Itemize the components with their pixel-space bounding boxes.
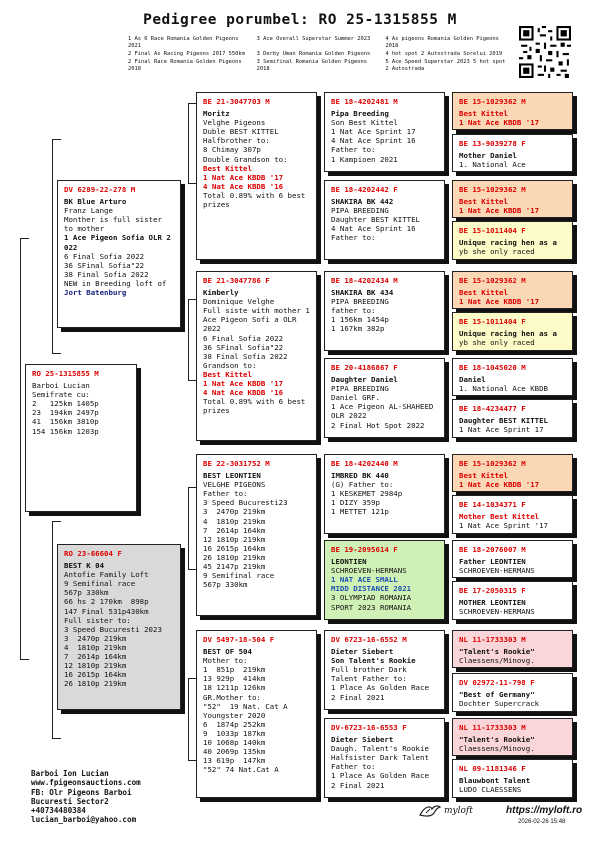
pigeon-info bbox=[459, 557, 566, 575]
qr-code-icon bbox=[519, 26, 571, 78]
pigeon-card-g3[interactable] bbox=[452, 180, 573, 218]
ring-number: DV 6289-22-278 M bbox=[64, 185, 136, 194]
info-line: 1 156km 1454p bbox=[331, 315, 389, 325]
info-line: "52" 19 Nat. Cat A bbox=[203, 701, 288, 711]
info-line: 38 Final Sofia 2022 bbox=[64, 269, 149, 279]
info-line: 1 167km 382p bbox=[331, 324, 385, 334]
info-line: 26 1810p 219km bbox=[64, 679, 127, 689]
logo-text: myloft bbox=[444, 806, 473, 816]
info-line: 1 KESKEMET 2984p bbox=[331, 489, 403, 499]
info-line: 3 2470p 219km bbox=[203, 507, 266, 517]
info-line: 1 NAT ACE SMALL bbox=[331, 575, 398, 585]
ring-number: BE 14-1034371 F bbox=[459, 500, 526, 509]
pigeon-card-g6[interactable] bbox=[452, 312, 573, 351]
info-line: Velghe Pigeons bbox=[203, 118, 266, 128]
pigeon-info bbox=[459, 512, 566, 530]
ring-number: BE 21-3047703 M bbox=[203, 97, 270, 106]
info-line: 1 Nat Ace KBDB '17 bbox=[459, 480, 540, 490]
info-line: 1 Kampioen 2021 bbox=[331, 154, 398, 164]
info-line: Full sister to: bbox=[64, 615, 131, 625]
note: 3 Ace Overall Superstar Summer 2023 bbox=[256, 36, 371, 42]
info-line: 1 Nat Ace KBDB '17 bbox=[459, 118, 540, 128]
info-line: (G) Father to: bbox=[331, 480, 394, 490]
info-line: Antofie Family Loft bbox=[64, 570, 149, 580]
info-line: LUDO CLAESSENS bbox=[459, 785, 522, 795]
pigeon-card-fmf[interactable] bbox=[324, 271, 445, 351]
pigeon-info bbox=[459, 238, 566, 256]
info-line: 4 Nat Ace Sprint 16 bbox=[331, 224, 416, 234]
owner-phone: +40734480384 bbox=[31, 806, 86, 816]
info-line: yb she only raced bbox=[459, 338, 535, 348]
info-line: Best Kittel bbox=[459, 471, 508, 481]
info-line: PIPA BREEDING bbox=[331, 206, 389, 216]
info-line: 26 1810p 219km bbox=[203, 552, 266, 562]
info-line: Father to: bbox=[203, 489, 248, 499]
info-line: Father to: bbox=[331, 233, 376, 243]
pigeon-card-ffm[interactable] bbox=[324, 180, 445, 260]
info-line: BEST OF 504 bbox=[203, 647, 252, 657]
info-line: SPORT 2023 ROMANIA bbox=[331, 602, 412, 612]
info-line: 18 1211p 126km bbox=[203, 683, 266, 693]
pigeon-info bbox=[331, 735, 438, 790]
info-line: 13 619p 147km bbox=[203, 756, 266, 766]
info-line: 36 SFinal Sofia"22 bbox=[64, 260, 145, 270]
info-line: 16 2615p 164km bbox=[203, 543, 266, 553]
info-line: 567p 330km bbox=[64, 588, 109, 598]
pigeon-card-mfm[interactable] bbox=[324, 540, 445, 620]
pigeon-card-mmm[interactable] bbox=[324, 718, 445, 798]
info-line: Claessens/Minovg. bbox=[459, 744, 535, 754]
info-line: Franz Lange bbox=[64, 206, 113, 216]
info-line: Jort Batenburg bbox=[64, 288, 127, 298]
info-line: Best Kittel bbox=[459, 288, 508, 298]
info-line: 1 Ace Pigeon AL-SHAHEED OLR 2022 bbox=[331, 402, 438, 421]
info-line: 16 2615p 164km bbox=[64, 670, 127, 680]
info-line: Duble BEST KITTEL bbox=[203, 127, 279, 137]
pigeon-card-g5[interactable] bbox=[452, 271, 573, 309]
info-line: Dominique Velghe bbox=[203, 297, 275, 307]
note: 5 Ace Speed Superstar 2023 5 hot spot 2 Autostrada bbox=[385, 59, 506, 72]
info-line: BK Blue Arturo bbox=[64, 197, 127, 207]
info-line: 3 2470p 219km bbox=[64, 633, 127, 643]
info-line: 38 Final Sofia 2022 bbox=[203, 351, 288, 361]
note: 1 As 6 Race Romania Golden Pigeons 2021 bbox=[128, 36, 239, 49]
ring-number: BE 18-4202442 F bbox=[331, 185, 398, 194]
info-line: 7 2614p 164km bbox=[64, 652, 127, 662]
print-date: 2026-02-26 15:48 bbox=[518, 819, 566, 825]
info-line: 3 OLYMPIAD ROMANIA bbox=[331, 593, 412, 603]
info-line: Father LEONTIEN bbox=[459, 557, 526, 567]
ring-number: NL 11-1733303 M bbox=[459, 723, 526, 732]
info-line: 41 156km 3810p bbox=[32, 417, 99, 427]
page-title: Pedigree porumbel: RO 25-1315855 M bbox=[143, 12, 457, 28]
info-line: Unique racing hen as a bbox=[459, 238, 557, 248]
pigeon-info bbox=[459, 647, 566, 665]
info-line: PIPA BREEDING bbox=[331, 384, 389, 394]
ring-number: BE 15-1029362 M bbox=[459, 97, 526, 106]
info-line: Daughter Daniel bbox=[331, 375, 398, 385]
ring-number: BE 15-1029362 M bbox=[459, 459, 526, 468]
info-line: 6 Final Sofia 2022 bbox=[64, 251, 145, 261]
info-line: Daughter BEST KITTEL bbox=[331, 215, 420, 225]
info-line: Total 0.89% with 6 best prizes bbox=[203, 190, 310, 210]
info-line: 4 1810p 219km bbox=[64, 642, 127, 652]
info-line: 1. National Ace KBDB bbox=[459, 384, 548, 394]
info-line: Daniel bbox=[459, 375, 486, 385]
pigeon-card-fm[interactable] bbox=[196, 271, 317, 441]
ring-number: BE 18-1045020 M bbox=[459, 363, 526, 372]
info-line: NEW in Breeding loft of bbox=[64, 278, 167, 288]
note: 3 Derby Uman Romania Golden Pigeons bbox=[256, 51, 371, 57]
info-line: 1 Nat Ace Sprint 17 bbox=[459, 425, 544, 435]
pigeon-info bbox=[331, 557, 438, 612]
ring-number: BE 15-1029362 M bbox=[459, 185, 526, 194]
pigeon-info bbox=[331, 471, 438, 516]
info-line: 1 Nat Ace KBDB '17 bbox=[203, 172, 284, 182]
info-line: BEST K 04 bbox=[64, 561, 105, 571]
info-line: Dochter Supercrack bbox=[459, 699, 540, 709]
info-line: 1 METTET 121p bbox=[331, 507, 389, 517]
pigeon-card-g2[interactable] bbox=[452, 134, 573, 172]
info-line: GR.Mother to: bbox=[203, 692, 261, 702]
pigeon-card-father[interactable] bbox=[57, 180, 181, 328]
info-line: Best Kittel bbox=[459, 197, 508, 207]
pigeon-info bbox=[64, 561, 174, 688]
info-line: Barboi Lucian bbox=[32, 381, 90, 391]
info-line: "Talent's Rookie" bbox=[459, 735, 535, 745]
pigeon-info bbox=[331, 647, 438, 702]
info-line: 8 Chimay 307p bbox=[203, 145, 261, 155]
info-line: 66 hs 2 170km 898p bbox=[64, 597, 149, 607]
info-line: 23 194km 2497p bbox=[32, 408, 99, 418]
info-line: Mother to: bbox=[203, 656, 248, 666]
pigeon-info bbox=[459, 151, 566, 169]
ring-number: BE 18-2076007 M bbox=[459, 545, 526, 554]
ring-number: BE 18-4202434 M bbox=[331, 276, 398, 285]
info-line: yb she only raced bbox=[459, 247, 535, 257]
info-line: Best Kittel bbox=[203, 369, 252, 379]
ring-number: BE 21-3047786 F bbox=[203, 276, 270, 285]
info-line: Dieter Siebert bbox=[331, 735, 394, 745]
info-line: 154 156km 1203p bbox=[32, 426, 99, 436]
info-line: SCHROEVEN-HERMANS bbox=[331, 566, 407, 576]
ring-number: RO 25-1315855 M bbox=[32, 369, 99, 378]
info-line: Dieter Siebert bbox=[331, 647, 394, 657]
info-line: Grandson to: bbox=[203, 360, 257, 370]
pigeon-info bbox=[459, 375, 566, 393]
info-line: 10 1068p 140km bbox=[203, 738, 266, 748]
info-line: Youngster 2020 bbox=[203, 710, 266, 720]
info-line: father to: bbox=[331, 306, 376, 316]
owner-address: Bucuresti Sector2 bbox=[31, 796, 109, 806]
info-line: Best Kittel bbox=[459, 109, 508, 119]
pigeon-info bbox=[331, 375, 438, 430]
owner-facebook: FB: Olr Pigeons Barboi bbox=[31, 787, 132, 797]
info-line: Daughter BEST KITTEL bbox=[459, 416, 548, 426]
pigeon-card-g8[interactable] bbox=[452, 399, 573, 438]
info-line: 6 1874p 252km bbox=[203, 719, 266, 729]
ring-number: BE 18-4234477 F bbox=[459, 404, 526, 413]
info-line: 1. National Ace bbox=[459, 160, 526, 170]
info-line: 4 1810p 219km bbox=[203, 516, 266, 526]
info-line: 4 Nat Ace KBDB '16 bbox=[203, 181, 284, 191]
info-line: Son Best Kittel bbox=[331, 118, 398, 128]
pigeon-info bbox=[203, 647, 310, 774]
ring-number: BE 17-2050315 F bbox=[459, 586, 526, 595]
pigeon-card-main[interactable] bbox=[25, 364, 137, 512]
pigeon-card-g4[interactable] bbox=[452, 221, 573, 260]
info-line: Father to: bbox=[331, 762, 376, 772]
ring-number: BE 15-1011404 F bbox=[459, 317, 526, 326]
info-line: 7 2614p 164km bbox=[203, 525, 266, 535]
info-line: PIPA BREEDING bbox=[331, 297, 389, 307]
info-line: Unique racing hen as a bbox=[459, 329, 557, 339]
pigeon-card-g16[interactable] bbox=[452, 759, 573, 798]
info-line: Halfbrother to: bbox=[203, 136, 270, 146]
pigeon-card-g10[interactable] bbox=[452, 495, 573, 534]
pigeon-card-g1[interactable] bbox=[452, 92, 573, 130]
info-line: Daugh. Talent's Rookie bbox=[331, 744, 429, 754]
pigeon-card-mmf[interactable] bbox=[324, 630, 445, 710]
pigeon-info bbox=[203, 109, 310, 209]
pigeon-card-mf[interactable] bbox=[196, 454, 317, 616]
info-line: 4 Nat Ace Sprint 16 bbox=[331, 136, 416, 146]
info-line: Monther is full sister to mother bbox=[64, 215, 167, 234]
ring-number: BE 20-4186867 F bbox=[331, 363, 398, 372]
pigeon-info bbox=[203, 288, 315, 416]
note: 2 Final As Racing Pigeons 2017 550km bbox=[128, 51, 245, 57]
pigeon-card-g14[interactable] bbox=[452, 673, 573, 712]
info-line: Kimberly bbox=[203, 288, 239, 298]
pigeon-card-ff[interactable] bbox=[196, 92, 317, 260]
pigeon-card-fff[interactable] bbox=[324, 92, 445, 172]
pigeon-info bbox=[331, 109, 438, 164]
info-line: 1 DIZY 359p bbox=[331, 498, 380, 508]
info-line: 3 Speed Bucuresti23 bbox=[203, 498, 288, 508]
owner-email[interactable]: lucian_barboi@yahoo.com bbox=[31, 815, 137, 825]
info-line: 1 Nat Ace Sprint 17 bbox=[331, 127, 416, 137]
pigeon-info bbox=[331, 197, 438, 242]
info-line: Semifrate cu: bbox=[32, 390, 90, 400]
info-line: Double Grandson to: bbox=[203, 154, 288, 164]
ring-number: BE 15-1011404 F bbox=[459, 226, 526, 235]
pigeon-info bbox=[459, 329, 566, 347]
info-line: 45 2147p 219km bbox=[203, 562, 266, 572]
owner-website[interactable]: www.fpigeonsauctions.com bbox=[31, 778, 141, 788]
info-line: 9 1033p 187km bbox=[203, 728, 266, 738]
ring-number: BE 18-4202481 M bbox=[331, 97, 398, 106]
ring-number: RO 23-66604 F bbox=[64, 549, 122, 558]
info-line: 4 Nat Ace KBDB '16 bbox=[203, 388, 284, 398]
pigeon-card-g12[interactable] bbox=[452, 581, 573, 620]
info-line: 2 Final Hot Spot 2022 bbox=[331, 420, 425, 430]
pigeon-card-mother[interactable] bbox=[57, 544, 181, 710]
info-line: 1 Nat Ace KBDB '17 bbox=[459, 206, 540, 216]
info-line: BEST LEONTIEN bbox=[203, 471, 261, 481]
info-line: "Best of Germany" bbox=[459, 690, 535, 700]
info-line: SHAKIRA BK 442 bbox=[331, 197, 394, 207]
pigeon-info bbox=[459, 776, 566, 794]
info-line: 1 Nat Ace Sprint '17 bbox=[459, 521, 548, 531]
pigeon-info bbox=[459, 416, 566, 434]
info-line: 1 Place As Golden Race bbox=[331, 771, 429, 781]
myloft-logo bbox=[418, 803, 473, 819]
pigeon-card-g15[interactable] bbox=[452, 718, 573, 756]
pigeon-card-g9[interactable] bbox=[452, 454, 573, 492]
info-line: Daniel GRF. bbox=[331, 393, 380, 403]
ring-number: DV 02972-11-798 F bbox=[459, 678, 535, 687]
info-line: 12 1810p 219km bbox=[203, 534, 266, 544]
pigeon-card-g13[interactable] bbox=[452, 630, 573, 668]
pigeon-icon bbox=[418, 803, 442, 819]
pigeon-info bbox=[459, 109, 566, 127]
info-line: Claessens/Minovg. bbox=[459, 656, 535, 666]
pigeon-info bbox=[459, 288, 566, 306]
info-line: "52" 74 Nat.Cat A bbox=[203, 765, 279, 775]
note: 3 Semifinal Romania Golden Pigeons 2018 bbox=[256, 59, 368, 72]
note: 4 hot spot 2 Autostrada Sorelui 2019 bbox=[385, 51, 503, 57]
info-line: VELGHE PIGEONS bbox=[203, 480, 266, 490]
info-line: SHAKIRA BK 434 bbox=[331, 288, 394, 298]
pigeon-info bbox=[459, 197, 566, 215]
info-line: 2 Final 2021 bbox=[331, 780, 385, 790]
note: 2 Final Race Romania Golden Pigeons 2018 bbox=[128, 59, 242, 72]
info-line: Full siste with mother 1 Ace Pigeon Sofi a OLR 2022 bbox=[203, 306, 315, 334]
owner-name: Barboi Ion Lucian bbox=[31, 769, 109, 778]
ring-number: NL 09-1181346 F bbox=[459, 764, 526, 773]
info-line: 9 Semifinal race bbox=[203, 571, 275, 581]
pigeon-info bbox=[459, 471, 566, 489]
info-line: Father to: bbox=[331, 145, 376, 155]
achievement-notes bbox=[128, 36, 508, 73]
info-line: Son Talent's Rookie bbox=[331, 656, 416, 666]
info-line: Mother Best Kittel bbox=[459, 512, 540, 522]
info-line: 2 Final 2021 bbox=[331, 692, 385, 702]
footer-url[interactable]: https://myloft.ro bbox=[506, 805, 583, 816]
info-line: Best Kittel bbox=[203, 163, 252, 173]
pigeon-card-mm[interactable] bbox=[196, 630, 317, 798]
info-line: 36 SFinal Sofia"22 bbox=[203, 342, 284, 352]
info-line: Talent Father to: bbox=[331, 674, 407, 684]
info-line: MOTHER LEONTIEN bbox=[459, 598, 526, 608]
info-line: 1 Place As Golden Race bbox=[331, 683, 429, 693]
info-line: 1 Nat Ace KBDB '17 bbox=[459, 297, 540, 307]
ring-number: BE 19-2095614 F bbox=[331, 545, 398, 554]
pigeon-info bbox=[32, 381, 130, 436]
pigeon-card-mff[interactable] bbox=[324, 454, 445, 534]
info-line: 12 1810p 219km bbox=[64, 661, 127, 671]
pigeon-info bbox=[203, 471, 310, 589]
ring-number: DV 6723-16-6552 M bbox=[331, 635, 407, 644]
pigeon-card-fmm[interactable] bbox=[324, 358, 445, 438]
ring-number: DV-6723-16-6553 F bbox=[331, 723, 407, 732]
info-line: 1 Nat Ace KBDB '17 bbox=[203, 379, 284, 389]
pigeon-info bbox=[459, 690, 566, 708]
info-line: 40 2069p 135km bbox=[203, 747, 266, 757]
info-line: Total 0.89% with 6 best prizes bbox=[203, 397, 310, 416]
pigeon-info bbox=[459, 735, 566, 753]
ring-number: BE 15-1029362 M bbox=[459, 276, 526, 285]
info-line: LEONTIEN bbox=[331, 557, 367, 567]
info-line: 1 Ace Pigeon Sofia OLR 2 022 bbox=[64, 233, 176, 252]
ring-number: NL 11-1733303 M bbox=[459, 635, 526, 644]
info-line: Mother Daniel bbox=[459, 151, 517, 161]
info-line: 13 929p 414km bbox=[203, 674, 266, 684]
info-line: MIDD DISTANCE 2021 bbox=[331, 584, 412, 594]
info-line: "Talent's Rookie" bbox=[459, 647, 535, 657]
ring-number: BE 13-9039278 F bbox=[459, 139, 526, 148]
pigeon-info bbox=[459, 598, 566, 616]
info-line: Full brother Dark bbox=[331, 665, 407, 675]
info-line: 6 Final Sofia 2022 bbox=[203, 333, 284, 343]
info-line: Pipa Breeding bbox=[331, 109, 389, 119]
info-line: SCHROEVEN-HERMANS bbox=[459, 566, 535, 576]
note: 4 As pigeons Romania Golden Pigeons 2018 bbox=[385, 36, 499, 49]
info-line: Halfsister Dark Talent bbox=[331, 753, 429, 763]
ring-number: BE 22-3031752 M bbox=[203, 459, 270, 468]
info-line: 147 Final 531p430km bbox=[64, 606, 149, 616]
info-line: 567p 330km bbox=[203, 580, 248, 590]
info-line: Moritz bbox=[203, 109, 230, 119]
owner-contact bbox=[31, 769, 141, 825]
info-line: IMBRED BK 440 bbox=[331, 471, 389, 481]
info-line: Blauwbont Talent bbox=[459, 776, 531, 786]
info-line: SCHROEVEN-HERMANS bbox=[459, 607, 535, 617]
info-line: 9 Semifinal race bbox=[64, 579, 136, 589]
info-line: 1 851p 219km bbox=[203, 665, 266, 675]
ring-number: BE 18-4202440 M bbox=[331, 459, 398, 468]
pigeon-info bbox=[64, 197, 174, 297]
pigeon-card-g7[interactable] bbox=[452, 358, 573, 396]
ring-number: DV 5497-18-504 F bbox=[203, 635, 275, 644]
info-line: 3 Speed Bucuresti 2023 bbox=[64, 624, 162, 634]
pigeon-card-g11[interactable] bbox=[452, 540, 573, 578]
info-line: 2 125km 1405p bbox=[32, 399, 99, 409]
pigeon-info bbox=[331, 288, 438, 333]
